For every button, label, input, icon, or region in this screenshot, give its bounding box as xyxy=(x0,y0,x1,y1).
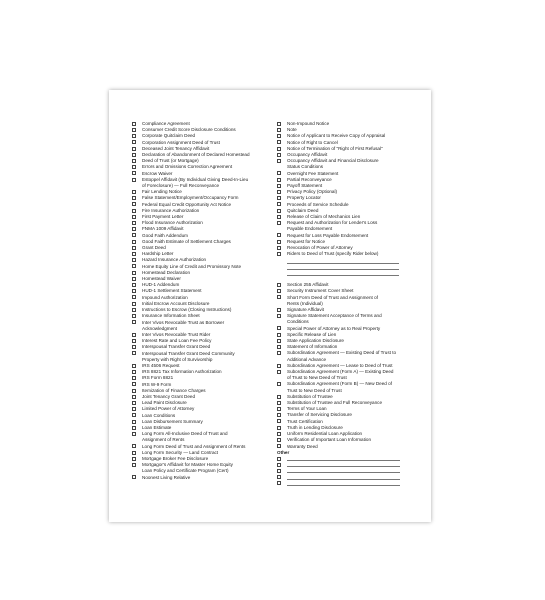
checklist-item-label: Inter Vivos Revocable Trust as Borrower xyxy=(142,319,225,325)
checkbox[interactable] xyxy=(277,457,281,461)
checklist-item-label: Release of Claim of Mechanics Lien xyxy=(287,214,361,220)
checkbox[interactable] xyxy=(132,227,136,231)
checkbox[interactable] xyxy=(132,475,136,479)
checklist-item-label: Statement of Information xyxy=(287,344,338,350)
checklist-item-label: Estoppel Affidavit (By Individual Giving Deed-In-Lieu xyxy=(142,176,249,182)
checklist-item-label: Partial Reconveyance xyxy=(287,176,332,182)
checklist-item-label: Privacy Policy (Optional) xyxy=(287,189,338,195)
checkbox[interactable] xyxy=(132,128,136,132)
checkbox[interactable] xyxy=(132,221,136,225)
checkbox[interactable] xyxy=(132,202,136,206)
checkbox[interactable] xyxy=(277,351,281,355)
checklist-item xyxy=(277,313,408,319)
checkbox[interactable] xyxy=(277,382,281,386)
checklist-item xyxy=(277,381,408,387)
checklist-item-label: Warranty Deed xyxy=(287,443,318,449)
checklist-item-label: Truth in Lending Disclosure xyxy=(287,424,343,430)
blank-line xyxy=(287,485,400,486)
checklist-item-label: Interspousal Transfer Grant Deed Community xyxy=(142,350,235,356)
checklist-item xyxy=(132,475,267,481)
checklist-item-label: Loan Conditions xyxy=(142,412,176,418)
checklist-item xyxy=(277,295,408,301)
checklist-item-label: Hazard Insurance Authorization xyxy=(142,257,207,263)
checklist-item-label: Inter Vivos Revocable Trust Rider xyxy=(142,331,211,337)
checkbox[interactable] xyxy=(132,122,136,126)
blank-line xyxy=(287,466,400,467)
checkbox[interactable] xyxy=(132,320,136,324)
blank-line xyxy=(287,472,400,473)
checkbox[interactable] xyxy=(132,351,136,355)
checkbox[interactable] xyxy=(277,246,281,250)
checkbox[interactable] xyxy=(132,364,136,368)
checkbox[interactable] xyxy=(132,432,136,436)
checklist-item-label: Subordination Agreement (Form B) — New Deed of xyxy=(287,381,392,387)
checklist-item-label: Assignment of Rents xyxy=(142,437,185,443)
checklist-item-label: Corporation Assignment Deed of Trust xyxy=(142,139,220,145)
checkbox[interactable] xyxy=(132,401,136,405)
checklist-item-label: Subordination Agreement — Existing Deed of Trust to xyxy=(287,350,397,356)
other-blank-item[interactable] xyxy=(277,481,408,487)
checklist-item-label: Property Locator xyxy=(287,195,321,201)
checkbox[interactable] xyxy=(277,469,281,473)
checklist-item-label: Corporate Quitclaim Deed xyxy=(142,133,196,139)
checklist-item-label: Mortgage Broker Fee Disclosure xyxy=(142,455,209,461)
checkbox[interactable] xyxy=(277,283,281,287)
checkbox[interactable] xyxy=(132,395,136,399)
checkbox[interactable] xyxy=(277,314,281,318)
checklist-item-label: Hardship Letter xyxy=(142,251,174,257)
checkbox[interactable] xyxy=(132,295,136,299)
checklist-item-label: Terms of Your Loan xyxy=(287,406,327,412)
checklist-item-label: Security Instrument Cover Sheet xyxy=(287,288,354,294)
checklist-item xyxy=(132,320,267,326)
checklist-item xyxy=(132,351,267,357)
checklist-item-label: Short Form Deed of Trust and Assignment of xyxy=(287,294,378,300)
checklist-item-label: Mortgagor's Affidavit for Master Home Equity xyxy=(142,462,233,468)
checklist-item xyxy=(277,350,408,356)
checklist-item-label: Quitclaim Deed xyxy=(287,207,319,213)
checkbox[interactable] xyxy=(132,258,136,262)
checklist-item-label: Interspousal Transfer Grant Deed xyxy=(142,344,211,350)
blank-line xyxy=(287,460,400,461)
checklist-item xyxy=(132,177,267,183)
checkbox[interactable] xyxy=(132,339,136,343)
rider-blank-lines xyxy=(277,257,408,276)
checklist-item-label: Subordination Agreement — Lease to Deed of Trust xyxy=(287,362,393,368)
checklist-item-label: Additional Advance xyxy=(287,356,327,362)
checklist-item-label: FNMA 1009 Affidavit xyxy=(142,226,184,232)
checklist-item-label: Notice of Termination of "Right of First Refusal" xyxy=(287,145,383,151)
checklist-item-label: Substitution of Trustee and Full Reconveyance xyxy=(287,400,382,406)
checkbox[interactable] xyxy=(132,389,136,393)
checkbox[interactable] xyxy=(277,444,281,448)
checklist-item-label: Section 255 Affidavit xyxy=(287,282,329,288)
checklist-item-label: Notice of Applicant to Receive Copy of Appraisal xyxy=(287,133,386,139)
checklist-item-label: Rents (Individual) xyxy=(287,300,323,306)
checklist-item-label: Occupancy Affidavit and Financial Disclosure xyxy=(287,158,379,164)
checkbox[interactable] xyxy=(132,457,136,461)
checklist-item xyxy=(277,444,408,450)
checklist-item-label: Noonest Living Relative xyxy=(142,474,191,480)
checkbox[interactable] xyxy=(132,463,136,467)
checkbox[interactable] xyxy=(132,140,136,144)
right-column-bottom xyxy=(277,282,408,449)
checkbox[interactable] xyxy=(132,215,136,219)
checkbox[interactable] xyxy=(277,122,281,126)
checklist-item-label: Itemization of Finance Charges xyxy=(142,387,206,393)
checklist-item-label: Trust Certification xyxy=(287,418,323,424)
checklist-item-label: IRS 8821 Tax Information Authorization xyxy=(142,369,222,375)
checklist-item-label: Uniform Residential Loan Application xyxy=(287,431,363,437)
checklist-item-label: Loan Estimate xyxy=(142,424,172,430)
right-column xyxy=(277,121,408,487)
checklist-item-label: Initial Escrow Account Disclosure xyxy=(142,300,210,306)
checklist-item-label: State Application Disclosure xyxy=(287,338,344,344)
checkbox[interactable] xyxy=(132,271,136,275)
checklist-item-label: Homestead Declaration xyxy=(142,269,191,275)
checklist-item-label: Declaration of Abandonment of Declared Homestead xyxy=(142,152,250,158)
checklist-item-label: Request and Authorization for Lender's Loss xyxy=(287,220,378,226)
checklist-item xyxy=(277,369,408,375)
checkbox[interactable] xyxy=(132,333,136,337)
checklist-item-label: Notice of Right to Cancel xyxy=(287,139,338,145)
checkbox[interactable] xyxy=(132,345,136,349)
checklist-item-label: Payoff Statement xyxy=(287,183,323,189)
checkbox[interactable] xyxy=(277,407,281,411)
checklist-item-label: Flood Insurance Authorization xyxy=(142,220,203,226)
checklist-item-label: Substitution of Trustee xyxy=(287,393,333,399)
checklist-item-label: IRS 4506 Request xyxy=(142,362,180,368)
checklist-item-label: Transfer of Servicing Disclosure xyxy=(287,412,352,418)
checklist-item-label: Joint Tenancy Grant Deed xyxy=(142,393,196,399)
checkbox[interactable] xyxy=(277,438,281,442)
right-column-top xyxy=(277,121,408,257)
checklist-item-label: Deed of Trust (or Mortgage) xyxy=(142,158,199,164)
checkbox[interactable] xyxy=(277,295,281,299)
checkbox[interactable] xyxy=(277,159,281,163)
checklist-item-label: Signature Statement Acceptance of Terms and xyxy=(287,313,382,319)
checklist-item-label: Compliance Agreement xyxy=(142,121,190,126)
checklist-item-label: IRS W-9 Form xyxy=(142,381,172,387)
checkbox[interactable] xyxy=(277,134,281,138)
checklist-item-label: Long Form All-Inclusive Deed of Trust and xyxy=(142,431,228,437)
checkbox[interactable] xyxy=(277,209,281,213)
other-lines xyxy=(277,456,408,487)
checkbox[interactable] xyxy=(132,165,136,169)
checkbox[interactable] xyxy=(277,221,281,225)
checkbox[interactable] xyxy=(132,147,136,151)
checklist-item-label: Occupancy Affidavit xyxy=(287,152,328,158)
checklist-item-label: Loan Policy and Certificate Program (Cert) xyxy=(142,468,229,474)
checkbox[interactable] xyxy=(277,128,281,132)
checklist-item-label: Note xyxy=(287,127,297,133)
checkbox[interactable] xyxy=(132,426,136,430)
checklist-item-label: HUD-1 Settlement Statement xyxy=(142,288,202,294)
checkbox[interactable] xyxy=(277,463,281,467)
checkbox[interactable] xyxy=(132,413,136,417)
checklist-item-label: Long Form Deed of Trust and Assignment of Rents xyxy=(142,443,246,449)
checklist-item-label: Overnight Fee Statement xyxy=(287,170,339,176)
checklist-item-label: Revocation of Power of Attorney xyxy=(287,245,353,251)
checklist-item-label: Insurance Information Sheet xyxy=(142,313,200,319)
checklist-item-label: Homestead Waiver xyxy=(142,276,181,282)
checkbox[interactable] xyxy=(132,171,136,175)
checklist-item-label: Home Equity Line of Credit and Promissory Note xyxy=(142,263,242,269)
checkbox[interactable] xyxy=(132,233,136,237)
checklist-item-label: Federal Equal Credit Opportunity Act Notice xyxy=(142,201,232,207)
checklist-item-label: Limited Power of Attorney xyxy=(142,406,195,412)
checkbox[interactable] xyxy=(277,413,281,417)
checkbox[interactable] xyxy=(132,382,136,386)
checkbox[interactable] xyxy=(277,240,281,244)
checkbox[interactable] xyxy=(132,153,136,157)
checkbox[interactable] xyxy=(277,345,281,349)
checkbox[interactable] xyxy=(277,140,281,144)
checklist-item-label: Errors and Omissions Correction Agreement xyxy=(142,164,233,170)
checkbox[interactable] xyxy=(277,252,281,256)
checklist-item-label: Verification of Important Loan Information xyxy=(287,437,372,443)
checkbox[interactable] xyxy=(277,178,281,182)
checkbox[interactable] xyxy=(132,420,136,424)
checklist-item-label: Impound Authorization xyxy=(142,294,188,300)
checkbox[interactable] xyxy=(132,209,136,213)
checkbox[interactable] xyxy=(132,283,136,287)
form-sheet xyxy=(109,90,431,522)
checkbox[interactable] xyxy=(277,233,281,237)
checkbox[interactable] xyxy=(277,308,281,312)
checkbox[interactable] xyxy=(277,171,281,175)
checkbox[interactable] xyxy=(132,308,136,312)
checklist-item-label: Specific Release of Lien xyxy=(287,331,337,337)
checklist-item-label: Subordination Agreement (Form A) — Existing Deed xyxy=(287,369,394,375)
checklist-item-label: Fair Lending Notice xyxy=(142,189,182,195)
checkbox[interactable] xyxy=(277,215,281,219)
checklist-item-label: of Foreclosure) — Full Reconveyance xyxy=(142,183,220,189)
checkbox[interactable] xyxy=(132,451,136,455)
checklist-item-label: Good Faith Addendum xyxy=(142,232,188,238)
checkbox[interactable] xyxy=(277,432,281,436)
checklist-item-label: IRS Form 8821 xyxy=(142,375,174,381)
checklist-item-label: Signature Affidavit xyxy=(287,307,324,313)
checkbox[interactable] xyxy=(132,314,136,318)
checkbox[interactable] xyxy=(277,289,281,293)
checkbox[interactable] xyxy=(132,196,136,200)
checklist-item-label: Non-Impound Notice xyxy=(287,121,330,126)
checkbox[interactable] xyxy=(132,264,136,268)
left-column xyxy=(132,121,267,481)
checklist-item-label: Grant Deed xyxy=(142,245,166,251)
checklist-item-label: Long Form Security — Land Contract xyxy=(142,449,219,455)
checklist-item-label: Interest Rate and Loan Fee Policy xyxy=(142,338,212,344)
checklist-item xyxy=(277,158,408,164)
checklist-item-label: Trust to New Deed of Trust xyxy=(287,387,342,393)
checkbox[interactable] xyxy=(132,376,136,380)
checklist-item-label: Escrow Waiver xyxy=(142,170,173,176)
checklist-item-label: of Trust to New Deed of Trust xyxy=(287,375,347,381)
checkbox[interactable] xyxy=(132,252,136,256)
checkbox[interactable] xyxy=(277,184,281,188)
checkbox[interactable] xyxy=(132,302,136,306)
checkbox[interactable] xyxy=(277,190,281,194)
checkbox[interactable] xyxy=(132,178,136,182)
checklist-item-label: Status Conditions xyxy=(287,164,324,170)
checkbox[interactable] xyxy=(277,426,281,430)
checkbox[interactable] xyxy=(277,475,281,479)
checkbox[interactable] xyxy=(277,395,281,399)
checkbox[interactable] xyxy=(277,333,281,337)
checkbox[interactable] xyxy=(132,370,136,374)
checklist-item-label: First Payment Letter xyxy=(142,214,184,220)
checkbox[interactable] xyxy=(132,277,136,281)
checklist-item-label: HUD-1 Addendum xyxy=(142,282,180,288)
other-heading: Other xyxy=(277,449,290,455)
checkbox[interactable] xyxy=(132,190,136,194)
checklist-item-label: Good Faith Estimate of Settlement Charges xyxy=(142,238,231,244)
checklist-item xyxy=(277,251,408,257)
checklist-item xyxy=(132,462,267,468)
checkbox[interactable] xyxy=(277,202,281,206)
checkbox[interactable] xyxy=(132,289,136,293)
checklist-item-label: Request for Notice xyxy=(287,238,326,244)
checkbox[interactable] xyxy=(277,153,281,157)
checkbox[interactable] xyxy=(132,444,136,448)
checklist-item-label: Acknowledgment xyxy=(142,325,177,331)
checkbox[interactable] xyxy=(277,326,281,330)
checklist-item-label: Fire Insurance Authorization xyxy=(142,207,200,213)
checklist-item-label: Deceased Joint Tenancy Affidavit xyxy=(142,145,210,151)
checklist-item-label: Property with Right of Survivorship xyxy=(142,356,213,362)
checklist-item-label: False Statement/Employment/Occupancy Form xyxy=(142,195,239,201)
checkbox[interactable] xyxy=(277,370,281,374)
checkbox[interactable] xyxy=(132,407,136,411)
checkbox[interactable] xyxy=(132,240,136,244)
checkbox[interactable] xyxy=(277,339,281,343)
checklist-item-label: Conditions xyxy=(287,319,309,325)
checklist-item-label: Loan Disbursement Summary xyxy=(142,418,203,424)
checklist-item-label: Request for Loss Payable Endorsement xyxy=(287,232,369,238)
checkbox[interactable] xyxy=(277,481,281,485)
checkbox[interactable] xyxy=(277,147,281,151)
checklist-item-label: Special Power of Attorney as to Real Property xyxy=(287,325,381,331)
checkbox[interactable] xyxy=(132,246,136,250)
checklist-item-label: Payable Endorsement xyxy=(287,226,333,232)
checkbox[interactable] xyxy=(277,419,281,423)
checklist-item-label: Instructions to Escrow (Closing Instructions) xyxy=(142,307,232,313)
checkbox[interactable] xyxy=(277,196,281,200)
checkbox[interactable] xyxy=(132,159,136,163)
checklist-item-label: Lead Paint Disclosure xyxy=(142,400,187,406)
blank-line xyxy=(287,479,400,480)
checklist-item xyxy=(132,431,267,437)
checkbox[interactable] xyxy=(277,401,281,405)
checklist-item-label: Riders to Deed of Trust (specify Rider below) xyxy=(287,251,379,257)
checkbox[interactable] xyxy=(132,134,136,138)
checklist-item xyxy=(277,220,408,226)
checkbox[interactable] xyxy=(277,364,281,368)
checklist-item-label: Proceeds of Service Schedule xyxy=(287,201,349,207)
checklist-item-label: Consumer Credit Score Disclosure Conditions xyxy=(142,127,236,133)
